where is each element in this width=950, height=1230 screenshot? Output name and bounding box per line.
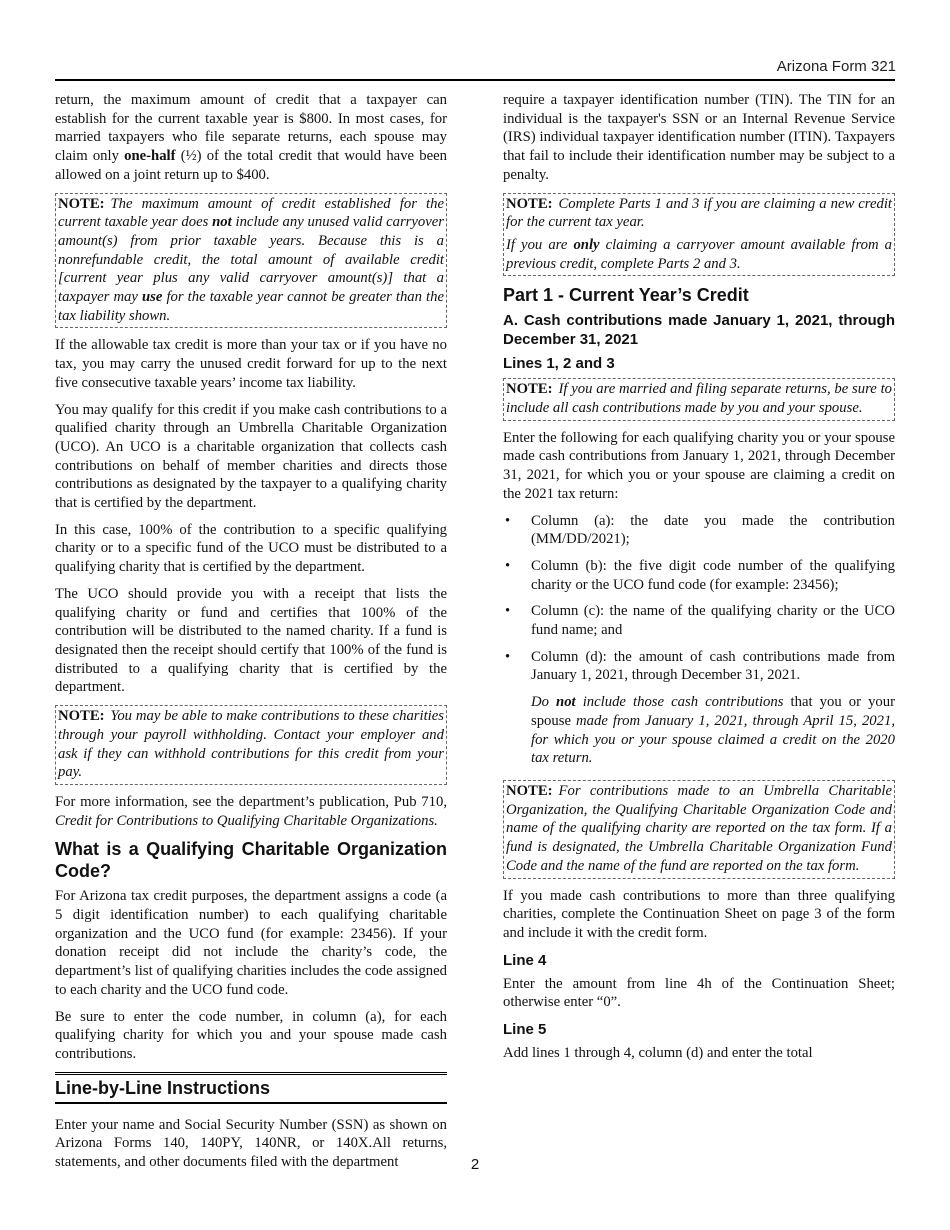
heading-part1: Part 1 - Current Year’s Credit bbox=[503, 285, 749, 306]
header-rule bbox=[55, 79, 895, 81]
paragraph-do-not-include: Do not include those cash contributions that you or your spouse made from January 1, 2021, through April 15, 2021, for which you or your spouse claimed a credit on the 2020 tax return. bbox=[531, 694, 896, 767]
paragraph-uco: You may qualify for this credit if you make cash contributions to a qualified charity through an Umbrella Charitable Organization (UCO). An UCO is a charitable organization that collects cash contributions on behalf of member charities and directs those contributions as designated by the taxpayer to a qualifying charity that is certified by the department. bbox=[55, 401, 447, 512]
note-box-parts: NOTE: Complete Parts 1 and 3 if you are claiming a new credit for the current tax year. If you are only claiming a carryover amount available from a previous credit, complete Parts 2 and 3. bbox=[503, 193, 895, 277]
paragraph-line-5: Add lines 1 through 4, column (d) and enter the total bbox=[503, 1045, 813, 1062]
note-label: NOTE: bbox=[58, 195, 105, 212]
note-box-uco-code: NOTE: For contributions made to an Umbrella Charitable Organization, the Qualifying Charitable Organization Code and name of the qualifying charity are reported on the tax form. If a fund is designated, the Umbrella Charitable Organization Fund Code and the name of the fund are reported on the tax form. bbox=[503, 780, 895, 879]
right-column bbox=[503, 91, 895, 1071]
paragraph-distribution: In this case, 100% of the contribution to a specific qualifying charity or to a specific fund of the UCO must be distributed to a qualifying charity that is certified by the department. bbox=[55, 521, 447, 576]
paragraph-more-info: For more information, see the department’s publication, Pub 710, Credit for Contributions to Qualifying Charitable Organizations. bbox=[55, 793, 447, 829]
section-heading-line-by-line: Line-by-Line Instructions bbox=[55, 1072, 447, 1104]
heading-lines-1-2-3: Lines 1, 2 and 3 bbox=[503, 355, 615, 373]
heading-qco: What is a Qualifying Charitable Organization Code? bbox=[55, 839, 447, 882]
paragraph-receipt: The UCO should provide you with a receipt that lists the qualifying charity or fund and certifies that 100% of the contribution will be distributed to the named charity. If a fund is designated then the receipt should certify that 100% of the fund is distributed to a qualifying charity that is certified by the department. bbox=[55, 585, 447, 696]
note-box-carryover: NOTE: The maximum amount of credit established for the current taxable year does not include any unused valid carryover amount(s) from prior taxable years. Because this is a nonrefundable credit, the total amount of available credit [current year plus any valid carryover amount(s)] that a taxpayer may use for the taxable year cannot be greater than the tax liability shown. bbox=[55, 193, 447, 329]
paragraph-code: For Arizona tax credit purposes, the department assigns a code (a 5 digit identification number) to each qualifying charitable organization and the UCO fund (for example: 23456). If your donation receipt did not include the charity’s code, the department’s list of qualifying charities includes the code assigned to each charity and the UCO fund code. bbox=[55, 888, 447, 998]
paragraph-enter-following: Enter the following for each qualifying charity you or your spouse made cash contributions from January 1, 2021, through December 31, 2021, for which you or your spouse are claiming a credit on the 2021 tax return: bbox=[503, 429, 895, 502]
note-box-married: NOTE: If you are married and filing separate returns, be sure to include all cash contributions made by you and your spouse. bbox=[503, 378, 895, 420]
column-list bbox=[503, 512, 895, 686]
paragraph-carry-forward: If the allowable tax credit is more than your tax or if you have no tax, you may carry the unused credit forward for up to the next five consecutive taxable years’ income tax liability. bbox=[55, 337, 447, 391]
note-label: NOTE: bbox=[506, 195, 553, 212]
page-number: 2 bbox=[470, 1156, 480, 1173]
paragraph-continuation: If you made cash contributions to more than three qualifying charities, complete the Continuation Sheet on page 3 of the form and include it with the credit form. bbox=[503, 887, 895, 941]
list-item: • Column (b): the five digit code number of the qualifying charity or the UCO fund code (for example: 23456); bbox=[503, 557, 895, 594]
list-item: • Column (d): the amount of cash contributions made from January 1, 2021, through December 31, 2021. bbox=[503, 648, 895, 685]
note-label: NOTE: bbox=[506, 381, 553, 398]
list-item: • Column (c): the name of the qualifying charity or the UCO fund name; and bbox=[503, 602, 895, 639]
left-column bbox=[55, 91, 447, 1180]
paragraph-enter-code: Be sure to enter the code number, in column (a), for each qualifying charity for which you and your spouse made cash contributions. bbox=[55, 1008, 447, 1062]
paragraph-tin: require a taxpayer identification number (TIN). The TIN for an individual is the taxpayer's SSN or an Internal Revenue Service (IRS) individual taxpayer identification number (ITIN). Taxpayers that fail to include their identification number may be subject to a penalty. bbox=[503, 92, 895, 183]
paragraph-max-credit: return, the maximum amount of credit that a taxpayer can establish for the current taxable year is $800. In most cases, for married taxpayers who file separate returns, each spouse may claim only one-half (½) of the total credit that would have been allowed on a joint return up to $400. bbox=[55, 92, 447, 183]
heading-cash-contributions: A. Cash contributions made January 1, 2021, through December 31, 2021 bbox=[503, 312, 895, 349]
list-item: • Column (a): the date you made the contribution (MM/DD/2021); bbox=[503, 512, 895, 549]
note-label: NOTE: bbox=[58, 708, 105, 725]
note-label: NOTE: bbox=[506, 782, 553, 799]
heading-line-5: Line 5 bbox=[503, 1021, 547, 1039]
note-box-payroll: NOTE: You may be able to make contributions to these charities through your payroll withholding. Contact your employer and ask if they can withhold contributions for this credit from your pay. bbox=[55, 705, 447, 785]
paragraph-name-ssn: Enter your name and Social Security Number (SSN) as shown on Arizona Forms 140, 140PY, 140NR, or 140X.All returns, statements, and other documents filed with the department bbox=[55, 1116, 447, 1171]
paragraph-line-4: Enter the amount from line 4h of the Continuation Sheet; otherwise enter “0”. bbox=[503, 975, 895, 1011]
form-title: Arizona Form 321 bbox=[776, 58, 896, 75]
heading-line-4: Line 4 bbox=[503, 951, 547, 969]
